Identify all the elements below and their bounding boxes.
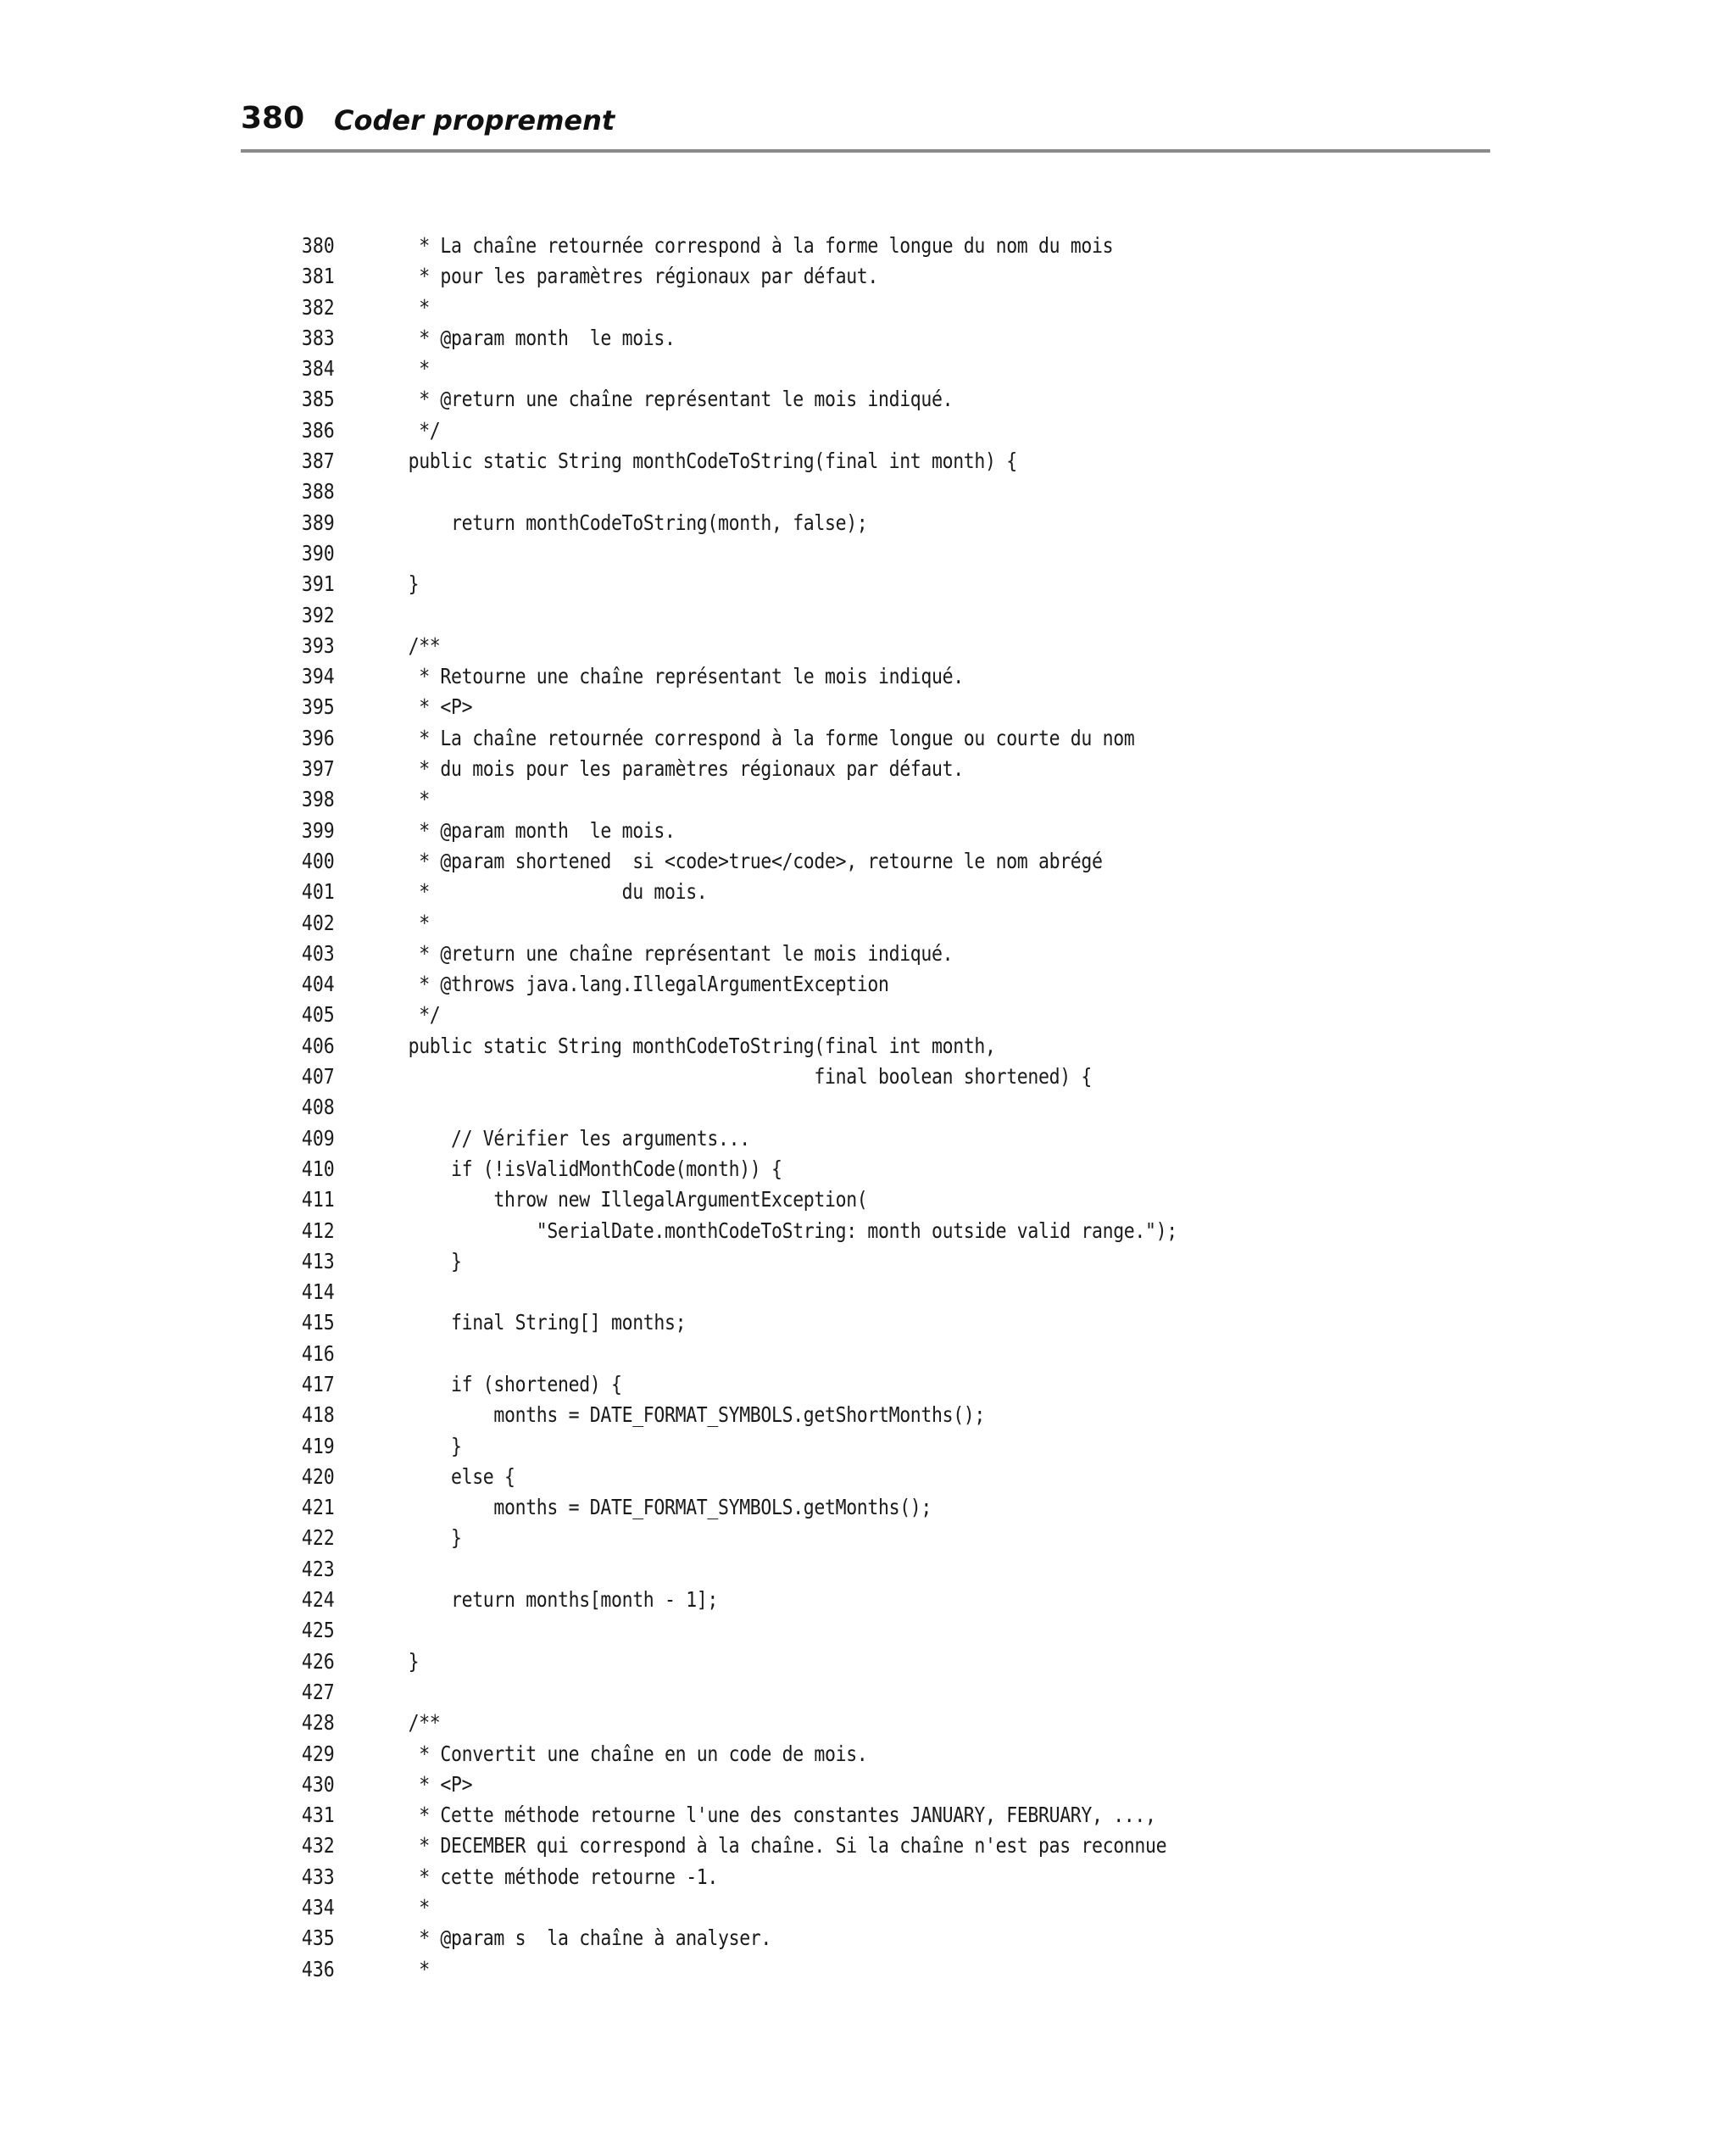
line-number: 415 (301, 1310, 335, 1335)
line-number: 385 (301, 387, 335, 412)
line-number: 430 (301, 1771, 335, 1797)
line-code: * @param s la chaîne à analyser. (398, 1925, 772, 1951)
code-line (297, 1954, 1466, 1985)
code-line (297, 723, 1466, 754)
line-number: 420 (301, 1463, 335, 1489)
line-code: * (398, 294, 430, 320)
code-line (297, 877, 1466, 907)
line-code: final String[] months; (398, 1310, 687, 1335)
code-line (297, 1000, 1466, 1030)
code-line (297, 1184, 1466, 1215)
line-code: * @throws java.lang.IllegalArgumentException (398, 972, 889, 997)
code-line (297, 1892, 1466, 1923)
line-number: 429 (301, 1741, 335, 1766)
code-line (297, 754, 1466, 784)
line-code: * (398, 910, 430, 935)
line-code: } (398, 1648, 420, 1674)
line-number: 401 (301, 879, 335, 905)
line-number: 390 (301, 540, 335, 566)
line-number: 428 (301, 1710, 335, 1736)
code-line (297, 1492, 1466, 1523)
book-title: Coder proprement (334, 104, 615, 137)
line-code: * pour les paramètres régionaux par défaut. (398, 264, 879, 289)
line-code: * (398, 787, 430, 812)
line-number: 389 (301, 510, 335, 535)
line-number: 406 (301, 1033, 335, 1058)
line-code: * @param month le mois. (398, 325, 676, 350)
line-code: public static String monthCodeToString(final int month, (398, 1033, 996, 1058)
line-code: /** (398, 633, 441, 658)
code-listing (297, 231, 1466, 1985)
code-line (297, 1615, 1466, 1646)
line-number: 400 (301, 848, 335, 873)
code-line (297, 323, 1466, 354)
code-line (297, 1031, 1466, 1062)
code-line (297, 1277, 1466, 1307)
line-number: 418 (301, 1402, 335, 1428)
line-number: 391 (301, 571, 335, 597)
code-line (297, 1708, 1466, 1738)
code-line (297, 1739, 1466, 1769)
line-code: } (398, 1433, 462, 1458)
code-line (297, 1307, 1466, 1338)
line-number: 380 (301, 233, 335, 258)
line-number: 431 (301, 1803, 335, 1828)
line-code: */ (398, 417, 441, 443)
line-number: 408 (301, 1095, 335, 1120)
line-code: if (shortened) { (398, 1371, 622, 1396)
line-number: 396 (301, 725, 335, 750)
code-line (297, 908, 1466, 939)
code-line (297, 1769, 1466, 1800)
line-number: 423 (301, 1556, 335, 1581)
code-line (297, 692, 1466, 722)
line-code: "SerialDate.monthCodeToString: month outside valid range."); (398, 1218, 1177, 1243)
page-header (241, 95, 1490, 146)
line-code: } (398, 571, 420, 597)
line-code: months = DATE_FORMAT_SYMBOLS.getShortMonths(); (398, 1402, 986, 1428)
line-number: 395 (301, 694, 335, 720)
code-line (297, 631, 1466, 661)
line-number: 398 (301, 787, 335, 812)
line-number: 382 (301, 294, 335, 320)
code-line (297, 354, 1466, 384)
code-line (297, 569, 1466, 599)
line-number: 403 (301, 940, 335, 966)
line-code: else { (398, 1463, 515, 1489)
line-number: 421 (301, 1495, 335, 1520)
line-code: */ (398, 1002, 441, 1028)
line-number: 414 (301, 1279, 335, 1305)
code-line (297, 969, 1466, 1000)
line-code: * DECEMBER qui correspond à la chaîne. Si la chaîne n'est pas reconnue (398, 1833, 1167, 1859)
code-line (297, 784, 1466, 815)
code-line (297, 1431, 1466, 1462)
line-code: return monthCodeToString(month, false); (398, 510, 868, 535)
line-code: * @param shortened si <code>true</code>, retourne le nom abrégé (398, 848, 1103, 873)
code-line (297, 1800, 1466, 1831)
line-number: 433 (301, 1864, 335, 1889)
header-divider (241, 149, 1490, 153)
line-number: 411 (301, 1187, 335, 1212)
line-code: } (398, 1248, 462, 1273)
line-code: * Convertit une chaîne en un code de mois. (398, 1741, 868, 1766)
code-line (297, 1369, 1466, 1400)
line-number: 381 (301, 264, 335, 289)
line-number: 399 (301, 817, 335, 843)
code-line (297, 1154, 1466, 1184)
code-line (297, 293, 1466, 323)
code-line (297, 816, 1466, 846)
line-number: 417 (301, 1371, 335, 1396)
line-code: * Cette méthode retourne l'une des constantes JANUARY, FEBRUARY, ..., (398, 1803, 1156, 1828)
line-number: 434 (301, 1895, 335, 1920)
line-number: 402 (301, 910, 335, 935)
line-number: 397 (301, 756, 335, 782)
code-line (297, 415, 1466, 446)
line-number: 412 (301, 1218, 335, 1243)
code-line (297, 1246, 1466, 1277)
line-code: * Retourne une chaîne représentant le mois indiqué. (398, 664, 964, 689)
line-code: * La chaîne retournée correspond à la forme longue ou courte du nom (398, 725, 1135, 750)
code-line (297, 476, 1466, 507)
line-number: 388 (301, 479, 335, 504)
code-line (297, 1923, 1466, 1953)
code-line (297, 600, 1466, 631)
code-line (297, 1647, 1466, 1677)
code-line (297, 1831, 1466, 1861)
line-code: * <P> (398, 694, 473, 720)
line-code: * cette méthode retourne -1. (398, 1864, 719, 1889)
line-code: if (!isValidMonthCode(month)) { (398, 1156, 782, 1181)
line-code: * <P> (398, 1771, 473, 1797)
line-code: * (398, 1956, 430, 1981)
line-number: 427 (301, 1679, 335, 1704)
line-number: 383 (301, 325, 335, 350)
line-number: 386 (301, 417, 335, 443)
line-number: 432 (301, 1833, 335, 1859)
line-number: 393 (301, 633, 335, 658)
line-number: 394 (301, 664, 335, 689)
line-code: * @param month le mois. (398, 817, 676, 843)
line-code: } (398, 1525, 462, 1551)
line-number: 392 (301, 602, 335, 627)
code-line (297, 384, 1466, 415)
line-number: 407 (301, 1064, 335, 1090)
line-code: * La chaîne retournée correspond à la forme longue du nom du mois (398, 233, 1114, 258)
code-line (297, 261, 1466, 292)
code-line (297, 1677, 1466, 1708)
line-code: return months[month - 1]; (398, 1587, 719, 1613)
code-line (297, 1339, 1466, 1369)
code-line (297, 1523, 1466, 1553)
line-code: * @return une chaîne représentant le mois indiqué. (398, 940, 954, 966)
line-code: * (398, 356, 430, 382)
code-line (297, 1062, 1466, 1092)
code-line (297, 661, 1466, 692)
line-number: 419 (301, 1433, 335, 1458)
line-code: months = DATE_FORMAT_SYMBOLS.getMonths(); (398, 1495, 932, 1520)
line-number: 387 (301, 449, 335, 474)
line-code: /** (398, 1710, 441, 1736)
code-line (297, 508, 1466, 538)
line-number: 384 (301, 356, 335, 382)
line-code: * du mois pour les paramètres régionaux par défaut. (398, 756, 964, 782)
line-code: public static String monthCodeToString(final int month) { (398, 449, 1017, 474)
code-line (297, 1216, 1466, 1246)
line-code: * du mois. (398, 879, 708, 905)
line-number: 436 (301, 1956, 335, 1981)
line-code: // Vérifier les arguments... (398, 1125, 750, 1151)
line-code: throw new IllegalArgumentException( (398, 1187, 868, 1212)
line-number: 413 (301, 1248, 335, 1273)
line-number: 416 (301, 1340, 335, 1366)
line-number: 409 (301, 1125, 335, 1151)
line-number: 404 (301, 972, 335, 997)
code-line (297, 446, 1466, 476)
code-line (297, 1554, 1466, 1585)
code-line (297, 846, 1466, 877)
line-code: final boolean shortened) { (398, 1064, 1093, 1090)
code-line (297, 1462, 1466, 1492)
line-number: 410 (301, 1156, 335, 1181)
code-line (297, 231, 1466, 261)
code-line (297, 1585, 1466, 1615)
code-line (297, 538, 1466, 569)
line-number: 426 (301, 1648, 335, 1674)
code-line (297, 1400, 1466, 1430)
code-line (297, 1862, 1466, 1892)
line-number: 435 (301, 1925, 335, 1951)
code-line (297, 1092, 1466, 1123)
line-number: 425 (301, 1618, 335, 1643)
line-number: 424 (301, 1587, 335, 1613)
code-line (297, 1123, 1466, 1154)
line-number: 405 (301, 1002, 335, 1028)
line-number: 422 (301, 1525, 335, 1551)
line-code: * @return une chaîne représentant le mois indiqué. (398, 387, 954, 412)
page-number: 380 (241, 101, 305, 136)
line-code: * (398, 1895, 430, 1920)
code-line (297, 939, 1466, 969)
